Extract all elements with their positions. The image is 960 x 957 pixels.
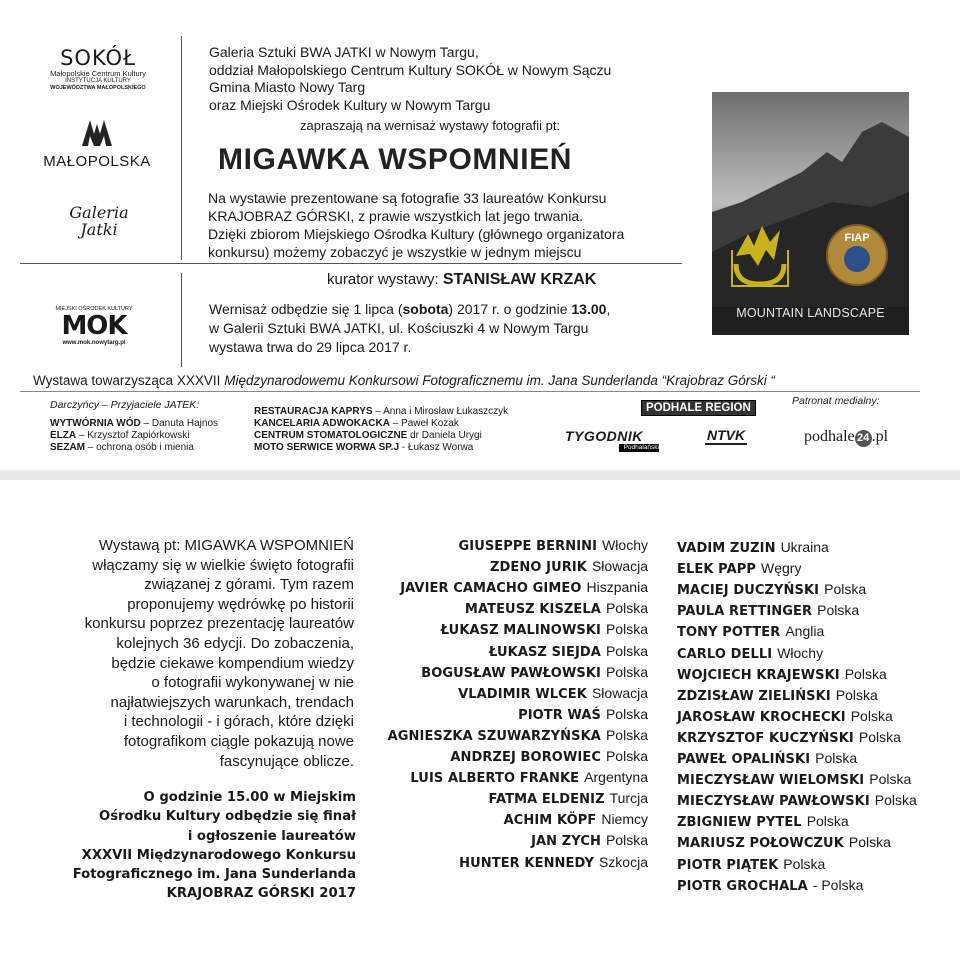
podhale24-suffix: .pl xyxy=(871,428,889,445)
galeria-line2: Jatki xyxy=(80,220,118,239)
fiap-badge xyxy=(826,224,888,286)
laureate-name: GIUSEPPE BERNINI xyxy=(458,539,598,554)
final-line: Ośrodku Kultury odbędzie się finał xyxy=(98,809,356,825)
description-line: Dzięki zbiorom Miejskiego Ośrodka Kultury (głównego organizatora xyxy=(208,226,625,242)
laureate-row xyxy=(489,641,648,663)
laureate-name: HUNTER KENNEDY xyxy=(459,855,594,871)
laureate-row xyxy=(400,577,648,599)
organizer-line: oraz Miejski Ośrodek Kultury w Nowym Targu xyxy=(209,96,491,113)
mok-name: MOK xyxy=(61,311,127,341)
donor-item xyxy=(254,442,508,454)
laureate-row xyxy=(458,535,648,557)
organizer-line: oddział Małopolskiego Centrum Kultury SOKÓŁ w Nowym Sączu xyxy=(209,61,612,78)
laureate-name: MIECZYSŁAW PAWŁOWSKI xyxy=(677,794,870,810)
final-line: Fotograficznego im. Jana Sunderlanda xyxy=(72,867,356,883)
intro-line: Wystawą pt: MIGAWKA WSPOMNIEŃ xyxy=(98,537,354,554)
laureate-name: LUIS ALBERTO FRANKE xyxy=(410,771,580,787)
donor-detail: - Łukasz Worwa xyxy=(399,442,474,453)
laureate-row xyxy=(677,769,911,791)
accompanying-line xyxy=(33,373,775,388)
laureate-name: PIOTR WAŚ xyxy=(518,707,601,723)
laureate-name: VADIM ZUZIN xyxy=(677,541,776,556)
laureate-name: WOJCIECH KRAJEWSKI xyxy=(677,667,840,683)
donor-name: SEZAM xyxy=(50,442,85,453)
laureate-name: ZDENO JURIK xyxy=(490,560,587,576)
laureate-country: Polska xyxy=(835,686,878,703)
laureate-name: PAULA RETTINGER xyxy=(677,604,813,620)
laureate-row xyxy=(677,875,863,897)
opening-line-3: wystawa trwa do 29 lipca 2017 r. xyxy=(209,339,412,355)
laureate-row xyxy=(441,619,648,641)
organizers-block xyxy=(209,44,611,114)
donors-col2 xyxy=(254,406,508,454)
laureate-country: Argentyna xyxy=(584,769,648,786)
laureate-name: MATEUSZ KISZELA xyxy=(464,602,601,618)
donor-detail: – Anna i Mirosław Łukaszczyk xyxy=(372,406,509,417)
intro-line: fotografikom ciągle pokazują nowe xyxy=(123,732,354,750)
opening-line-2: w Galerii Sztuki BWA JATKI, ul. Kościuszki 4 w Nowym Targu xyxy=(209,320,589,336)
donor-detail: dr Daniela Urygi xyxy=(407,430,482,441)
laureate-row xyxy=(677,790,917,812)
laureate-row xyxy=(458,683,648,705)
donors-title: Darczyńcy – Przyjaciele JATEK: xyxy=(50,399,200,411)
laureate-name: JAN ZYCH xyxy=(531,834,601,850)
laureate-country: Polska xyxy=(874,792,917,809)
malopolska-mark-icon xyxy=(80,116,114,148)
malopolska-name: MAŁOPOLSKA xyxy=(43,153,151,170)
laureates-right-column xyxy=(677,537,947,907)
opening-line-1 xyxy=(209,300,610,319)
vertical-divider-upper xyxy=(181,36,182,260)
laureate-row xyxy=(531,830,648,852)
laureate-country: Polska xyxy=(605,748,648,764)
laureate-name: JAROSŁAW KROCHECKI xyxy=(677,709,846,725)
final-line: O godzinie 15.00 w Miejskim xyxy=(143,790,356,805)
fiap-badge-text: FIAP xyxy=(844,232,870,244)
final-line: KRAJOBRAZ GÓRSKI 2017 xyxy=(166,886,356,902)
curator-line xyxy=(327,271,596,289)
tygodnik-sub: Podhalański xyxy=(619,444,659,452)
laureate-name: ŁUKASZ SIEJDA xyxy=(489,644,601,660)
laureate-country: Polska xyxy=(605,832,648,849)
donor-detail: – Danuta Hajnos xyxy=(140,418,219,429)
galeria-line1: Galeria xyxy=(69,203,129,222)
laureate-country: Hiszpania xyxy=(586,579,648,596)
donor-name: RESTAURACJA KAPRYS xyxy=(254,406,373,417)
laureate-country: Turcja xyxy=(609,790,648,807)
laureate-country: Polska xyxy=(815,750,858,766)
organizer-line: Galeria Sztuki BWA JATKI w Nowym Targu, xyxy=(209,44,479,60)
mok-top: MIEJSKI OŚRODEK KULTURY xyxy=(55,306,133,312)
donor-item xyxy=(254,418,508,430)
intro-line: związanej z górami. Tym razem xyxy=(144,576,354,594)
laureate-country: Włochy xyxy=(602,537,648,553)
mok-url: www.mok.nowytarg.pl xyxy=(62,340,126,346)
laureate-name: KRZYSZTOF KUCZYŃSKI xyxy=(677,730,854,746)
donor-detail: – Paweł Kozak xyxy=(389,418,459,429)
laureate-name: ZBIGNIEW PYTEL xyxy=(677,815,802,831)
horizontal-divider xyxy=(20,263,682,264)
description-line: KRAJOBRAZ GÓRSKI, z prawie wszystkich lat jego trwania. xyxy=(208,208,583,224)
sokol-line3: WOJEWÓDZTWA MAŁOPOLSKIEGO xyxy=(50,85,146,91)
laureate-country: Włochy xyxy=(777,644,824,661)
invite-text: zapraszają na wernisaż wystawy fotografii pt: xyxy=(300,118,561,133)
opening-text: ) 2017 r. o godzinie xyxy=(448,301,572,317)
galeria-jatki-logo xyxy=(64,204,134,239)
laureate-country: Polska xyxy=(605,642,648,659)
patronat-label: Patronat medialny: xyxy=(792,395,880,407)
poster-caption: MOUNTAIN LANDSCAPE xyxy=(736,306,885,320)
laureate-row xyxy=(677,643,823,665)
opening-text: , xyxy=(606,301,611,317)
intro-line: konkursu poprzez prezentację laureatów xyxy=(84,615,354,633)
laureate-country: Polska xyxy=(848,834,891,851)
laureate-name: MACIEJ DUCZYŃSKI xyxy=(677,583,820,599)
laureate-country: Polska xyxy=(869,771,912,788)
laureate-row xyxy=(677,664,887,686)
laureate-country: Słowacja xyxy=(591,684,648,701)
laureate-name: ACHIM KÖPF xyxy=(503,813,597,829)
laureate-row xyxy=(677,854,825,876)
tygodnik-name: TYGODNIK xyxy=(565,428,643,444)
laureate-country: Węgry xyxy=(761,560,802,577)
opening-day: sobota xyxy=(402,301,449,317)
intro-line: fascynujące oblicze. xyxy=(219,752,354,770)
sokol-line1: Małopolskie Centrum Kultury xyxy=(50,69,146,78)
podhale24-logo xyxy=(804,428,888,447)
intro-line: włączamy się w wielkie święto fotografii xyxy=(92,556,354,574)
laureate-country: Polska xyxy=(850,707,893,724)
ntvk-logo: NTVK xyxy=(707,427,746,443)
laureate-country: Polska xyxy=(783,855,826,872)
donor-name: WYTWÓRNIA WÓD xyxy=(50,418,141,429)
laureates-left-column xyxy=(380,535,648,895)
mountain-landscape-poster xyxy=(712,92,909,335)
laureate-country: Polska xyxy=(806,813,849,830)
laureate-row xyxy=(488,788,648,810)
laureate-row xyxy=(677,537,829,559)
laureate-country: Ukraina xyxy=(780,539,829,555)
laureate-row xyxy=(450,746,648,768)
laureate-row xyxy=(410,767,648,789)
intro-text xyxy=(85,536,354,771)
curator-name: STANISŁAW KRZAK xyxy=(442,271,597,288)
opening-hour: 13.00 xyxy=(571,301,607,317)
intro-line: będzie ciekawe kompendium wiedzy xyxy=(111,654,354,672)
accompanying-prefix: Wystawa towarzysząca XXXVII xyxy=(33,373,225,388)
donor-detail: – ochrona osób i mienia xyxy=(85,442,194,453)
laureate-row xyxy=(465,598,648,620)
sokol-line2: INSTYTUCJA KULTURY xyxy=(65,78,131,84)
laureate-name: CARLO DELLI xyxy=(677,646,773,662)
laureate-row xyxy=(459,852,648,874)
laureate-country: Polska xyxy=(605,663,648,680)
laureate-country: - Polska xyxy=(812,876,864,893)
podhale-region-logo: PODHALE REGION xyxy=(641,400,756,416)
laureate-row xyxy=(677,621,824,643)
laureate-row xyxy=(421,662,648,684)
laureate-name: MIECZYSŁAW WIELOMSKI xyxy=(677,773,865,789)
donor-name: MOTO SERWICE WORWA SP.J xyxy=(254,442,400,453)
sokol-logo xyxy=(46,47,150,92)
laureate-name: ŁUKASZ MALINOWSKI xyxy=(440,623,601,639)
laureate-country: Szkocja xyxy=(598,853,648,870)
invitation-front xyxy=(0,0,960,470)
laureate-country: Polska xyxy=(824,581,867,598)
donors-col1 xyxy=(50,418,218,454)
lightning-mark-icon xyxy=(730,220,790,290)
intro-line: kolejnych 36 edycji. Do zobaczenia, xyxy=(116,634,354,652)
laureate-row xyxy=(677,706,893,728)
tygodnik-logo xyxy=(565,428,661,452)
description-line: konkursu) możemy zobaczyć je wszystkie w jednym miejscu xyxy=(208,244,582,260)
laureate-name: FATMA ELDENIZ xyxy=(488,792,605,808)
invitation-back xyxy=(0,480,960,957)
laureate-name: ELEK PAPP xyxy=(677,562,756,578)
malopolska-logo xyxy=(40,116,154,170)
laureate-row xyxy=(677,579,866,601)
podhale24-number: 24 xyxy=(855,430,872,447)
intro-line: o fotografii wykonywanej w nie xyxy=(151,674,354,692)
laureate-row xyxy=(518,704,648,726)
intro-line: najłatwiejszych warunkach, trendach xyxy=(110,693,354,711)
intro-line: i technologii - i górach, które dzięki xyxy=(123,713,354,731)
donor-detail: – Krzysztof Zapiórkowski xyxy=(76,430,190,441)
description-line: Na wystawie prezentowane są fotografie 33 laureatów Konkursu xyxy=(208,190,607,206)
intro-line: proponujemy wędrówkę po historii xyxy=(127,595,354,613)
globe-icon xyxy=(844,246,870,272)
laureate-country: Polska xyxy=(844,665,887,682)
accompanying-italic: Międzynarodowemu Konkursowi Fotograficznemu im. Jana Sunderlanda “Krajobraz Górski “ xyxy=(224,373,775,388)
laureate-name: MARIUSZ POŁOWCZUK xyxy=(677,836,844,852)
laureate-name: ANDRZEJ BOROWIEC xyxy=(450,750,601,765)
vertical-divider-lower xyxy=(181,273,182,367)
laureate-country: Polska xyxy=(858,728,901,745)
laureate-country: Polska xyxy=(605,726,648,743)
laureate-name: BOGUSŁAW PAWŁOWSKI xyxy=(421,665,601,681)
laureate-row xyxy=(677,748,857,770)
footer-divider xyxy=(20,391,920,392)
donor-item xyxy=(50,430,218,442)
donor-name: ELZA xyxy=(50,430,77,441)
laureate-country: Polska xyxy=(605,705,648,722)
donor-name: CENTRUM STOMATOLOGICZNE xyxy=(254,430,408,441)
laureate-row xyxy=(677,727,901,749)
donor-name: KANCELARIA ADWOKACKA xyxy=(254,418,390,429)
curator-label: kurator wystawy: xyxy=(327,271,439,288)
description-block xyxy=(208,189,624,261)
laureate-country: Słowacja xyxy=(591,558,648,575)
laureate-name: PAWEŁ OPALIŃSKI xyxy=(677,752,811,767)
organizer-line: Gmina Miasto Nowy Targ xyxy=(209,79,366,95)
laureate-row xyxy=(677,600,859,622)
laureate-row xyxy=(388,725,648,747)
laureate-name: JAVIER CAMACHO GIMEO xyxy=(400,581,582,597)
donor-item xyxy=(254,406,508,418)
donor-item xyxy=(254,430,508,442)
sokol-name: SOKÓŁ xyxy=(60,46,136,70)
exhibition-title: MIGAWKA WSPOMNIEŃ xyxy=(218,143,573,176)
podhale24-text: podhale xyxy=(804,428,855,445)
laureate-country: Anglia xyxy=(785,623,825,640)
final-line: XXXVII Międzynarodowego Konkursu xyxy=(81,847,356,863)
laureate-row xyxy=(677,558,801,580)
mok-logo xyxy=(52,306,136,347)
laureate-name: VLADIMIR WLCEK xyxy=(458,686,587,702)
laureate-country: Polska xyxy=(605,600,648,617)
laureate-row xyxy=(677,832,891,854)
donor-item xyxy=(50,442,218,454)
laureate-row xyxy=(677,685,878,707)
opening-text: Wernisaż odbędzie się 1 lipca ( xyxy=(209,301,403,317)
laureate-name: ZDZISŁAW ZIELIŃSKI xyxy=(677,688,831,704)
opening-info xyxy=(209,300,610,357)
final-event-text xyxy=(73,788,356,904)
laureate-country: Polska xyxy=(817,602,860,619)
laureate-name: PIOTR GROCHALA xyxy=(677,878,808,894)
laureate-name: AGNIESZKA SZUWARZYŃSKA xyxy=(387,728,601,744)
laureate-country: Polska xyxy=(605,621,648,638)
laureate-row xyxy=(504,809,648,831)
laureate-country: Niemcy xyxy=(601,811,648,828)
laureate-name: PIOTR PIĄTEK xyxy=(677,857,779,873)
laureate-name: TONY POTTER xyxy=(677,625,781,641)
final-line: i ogłoszenie laureatów xyxy=(187,828,356,844)
laureate-row xyxy=(490,556,648,578)
donor-item xyxy=(50,418,218,430)
mountain-photo xyxy=(712,92,909,335)
laureate-row xyxy=(677,811,849,833)
